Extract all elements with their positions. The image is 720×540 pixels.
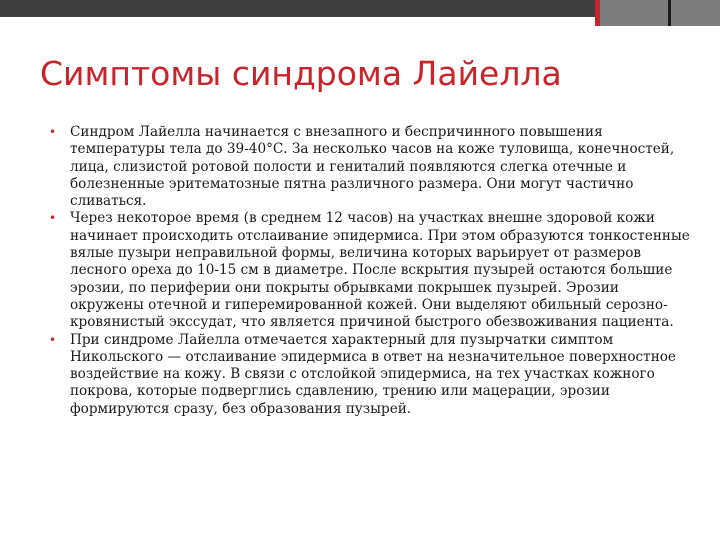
slide-title: Симптомы синдрома Лайелла <box>40 54 562 93</box>
bullet-text-1: Синдром Лайелла начинается с внезапного и беспричинного повышения температуры тела до 39-40°С. За несколько часов на коже туловища, конечностей, лица, слизистой ротовой полости и гениталий появляются слегка отечные и болезненные эритематозные пятна различного размера. Они могут частично сливаться. <box>70 124 675 210</box>
top-bar-gray-segment <box>600 0 720 26</box>
bullet-item-3 <box>49 332 695 418</box>
bullet-list <box>49 124 695 418</box>
bullet-item-1 <box>49 124 695 210</box>
top-bar-black-sliver <box>668 0 671 26</box>
bullet-text-3: При синдроме Лайелла отмечается характерный для пузырчатки симптом Никольского — отслаивание эпидермиса в ответ на незначительное поверхностное воздействие на кожу. В связи с отслойкой эпидермиса, на тех участках кожного покрова, которые подверглись сдавлению, трению или мацерации, эрозии формируются сразу, без образования пузырей. <box>70 331 676 417</box>
top-bar-dark-segment <box>0 0 595 17</box>
top-decorative-bar <box>0 0 720 26</box>
bullet-item-2 <box>49 210 695 331</box>
bullet-marker-icon: • <box>49 332 57 347</box>
bullet-marker-icon: • <box>49 125 57 139</box>
bullet-marker-icon: • <box>49 211 57 226</box>
bullet-text-2: Через некоторое время (в среднем 12 часов) на участках внешне здоровой кожи начинает происходить отслаивание эпидермиса. При этом образуются тонкостенные вялые пузыри неправильной формы, величина которых варьирует от размеров лесного ореха до 10-15 см в диаметре. После вскрытия пузырей остаются большие эрозии, по периферии они покрыты обрывками покрышек пузырей. Эрозии окружены отечной и гиперемированной кожей. Они выделяют обильный серозно-кровянистый экссудат, что является причиной быстрого обезвоживания пациента. <box>70 210 690 331</box>
